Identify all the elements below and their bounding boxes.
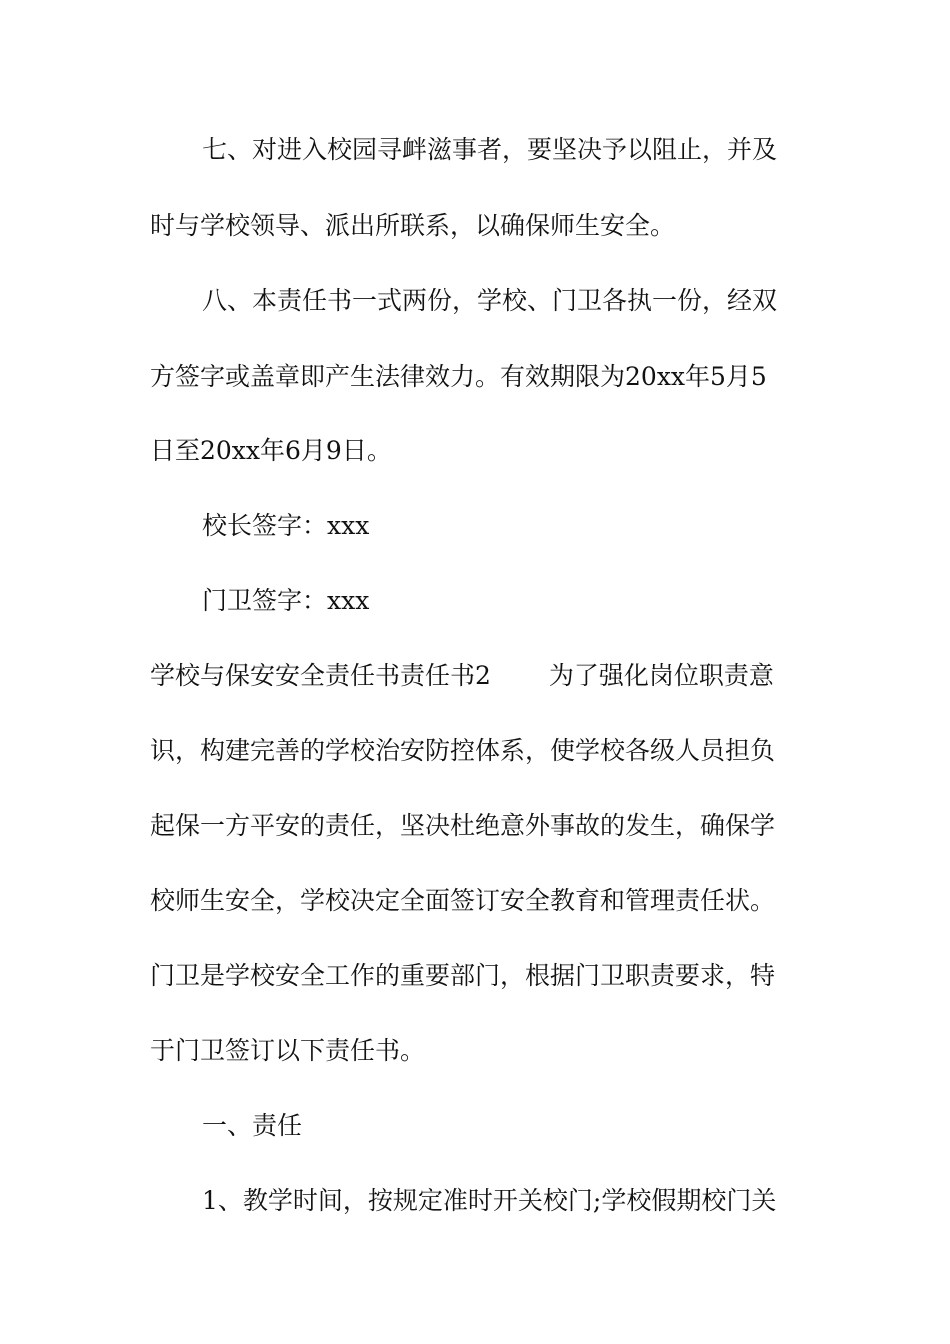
paragraph-line-1: 七、对进入校园寻衅滋事者，要坚决予以阻止，并及 — [202, 135, 778, 164]
paragraph-line-13: 于门卫签订以下责任书。 — [150, 1036, 426, 1065]
paragraph-line-12: 门卫是学校安全工作的重要部门，根据门卫职责要求，特 — [150, 961, 776, 990]
paragraph-line-15: 1、教学时间，按规定准时开关校门;学校假期校门关 — [202, 1186, 777, 1215]
paragraph-line-11: 校师生安全，学校决定全面签订安全教育和管理责任状。 — [150, 886, 776, 915]
paragraph-line-2: 时与学校领导、派出所联系，以确保师生安全。 — [150, 211, 676, 240]
paragraph-line-3: 八、本责任书一式两份，学校、门卫各执一份，经双 — [202, 286, 778, 315]
paragraph-line-5: 日至20xx年6月9日。 — [150, 436, 392, 465]
paragraph-line-4: 方签字或盖章即产生法律效力。有效期限为20xx年5月5 — [150, 362, 767, 391]
subheading-responsibility: 一、责任 — [202, 1111, 303, 1140]
principal-signature-line: 校长签字：xxx — [202, 511, 370, 540]
intro-text-start: 为了强化岗位职责意 — [548, 661, 774, 690]
section-title: 学校与保安安全责任书责任书2 — [150, 661, 491, 690]
section-title-line — [150, 660, 795, 692]
paragraph-line-9: 识，构建完善的学校治安防控体系，使学校各级人员担负 — [150, 736, 776, 765]
paragraph-line-10: 起保一方平安的责任，坚决杜绝意外事故的发生，确保学 — [150, 811, 776, 840]
guard-signature-line: 门卫签字：xxx — [202, 586, 370, 615]
